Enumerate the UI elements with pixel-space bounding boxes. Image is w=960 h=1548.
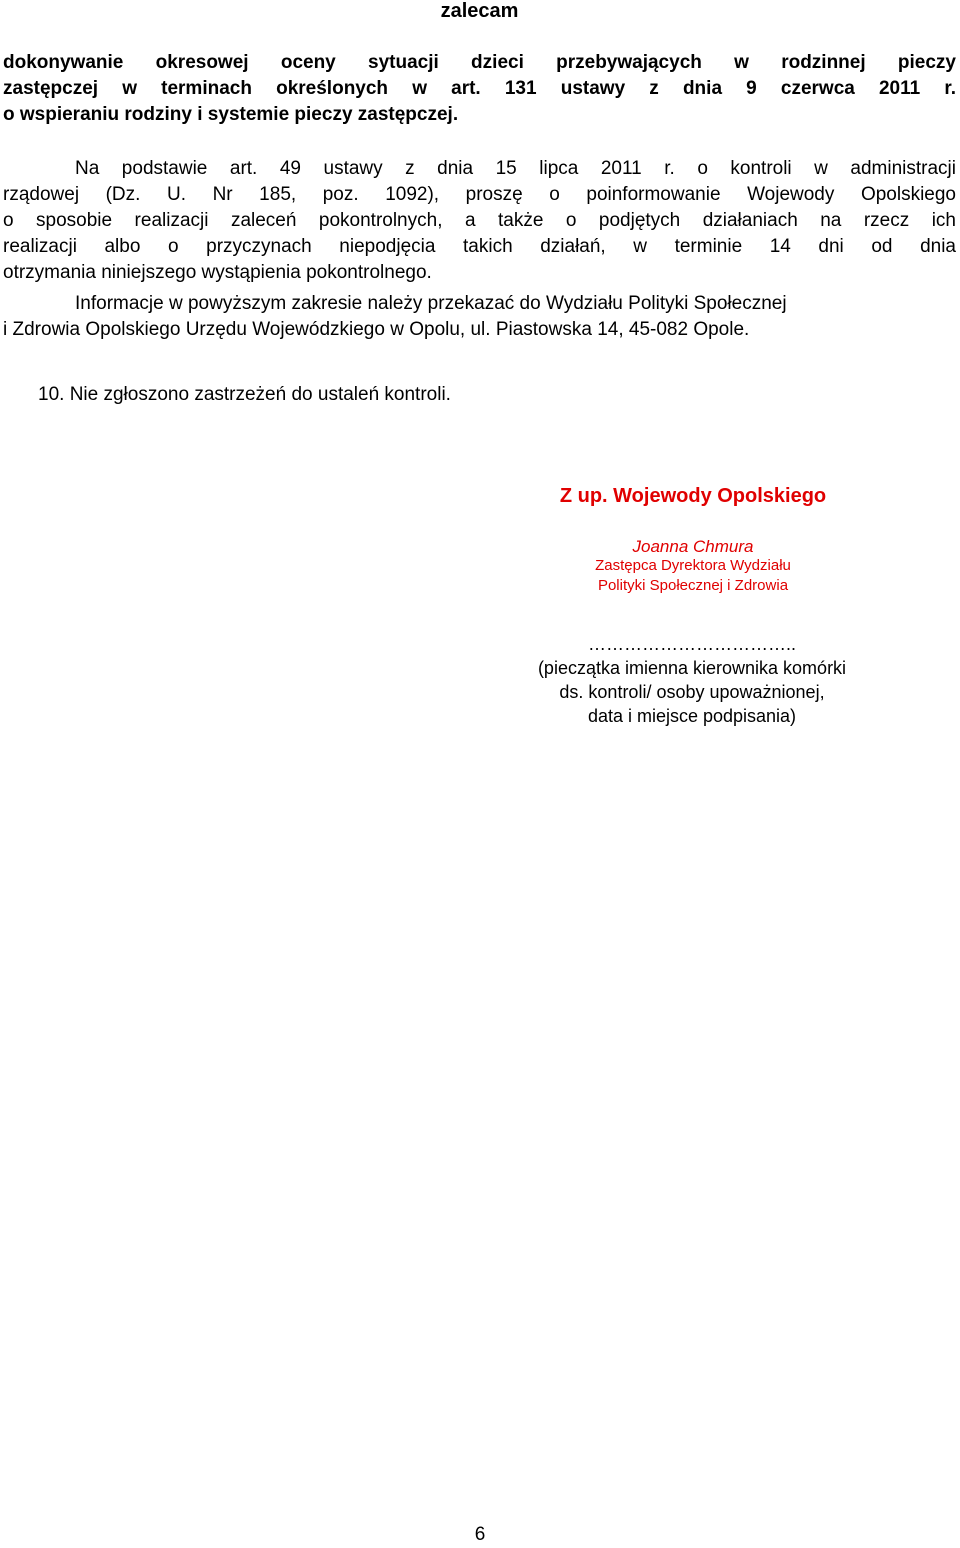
stamp-line-3: data i miejsce podpisania): [587, 706, 797, 726]
heading-text: zalecam: [440, 0, 519, 22]
section-heading: [0, 0, 960, 24]
stamp-line-2: ds. kontroli/ osoby upoważnionej,: [559, 682, 825, 702]
signature-name: Joanna Chmura: [632, 537, 754, 556]
recommendation-line-1: dokonywanie okresowej oceny sytuacji dzieci przebywających w rodzinnej pieczy: [3, 52, 956, 73]
information-paragraph: [3, 291, 956, 343]
recommendation-line-2: zastępczej w terminach określonych w art. 131 ustawy z dnia 9 czerwca 2011 r.: [3, 78, 956, 99]
page-number: 6: [474, 1524, 486, 1545]
legal-basis-line-2: rządowej (Dz. U. Nr 185, poz. 1092), proszę o poinformowanie Wojewody Opolskiego: [3, 184, 956, 205]
legal-basis-line-1: Na podstawie art. 49 ustawy z dnia 15 lipca 2011 r. o kontroli w administracji: [75, 158, 956, 179]
signature-title: Z up. Wojewody Opolskiego: [559, 485, 827, 507]
legal-basis-line-3: o sposobie realizacji zaleceń pokontrolnych, a także o podjętych działaniach na rzecz ich: [3, 210, 956, 231]
recommendation-line-3: o wspieraniu rodziny i systemie pieczy zastępczej.: [3, 104, 459, 125]
stamp-dots: ……………………………..: [587, 634, 796, 654]
legal-basis-paragraph: [3, 156, 956, 286]
information-line-1: Informacje w powyższym zakresie należy przekazać do Wydziału Polityki Społecznej: [75, 293, 787, 314]
signature-role-line-1: Zastępca Dyrektora Wydziału: [595, 557, 791, 574]
numbered-item-10: 10. Nie zgłoszono zastrzeżeń do ustaleń kontroli.: [38, 384, 451, 405]
legal-basis-line-4: realizacji albo o przyczynach niepodjęcia takich działań, w terminie 14 dni od dnia: [3, 236, 956, 257]
stamp-placeholder: [480, 632, 904, 728]
stamp-line-1: (pieczątka imienna kierownika komórki: [537, 658, 847, 678]
recommendation-paragraph: [3, 50, 956, 128]
signature-role-line-2: Polityki Społecznej i Zdrowia: [597, 577, 789, 594]
information-line-2: i Zdrowia Opolskiego Urzędu Wojewódzkiego w Opolu, ul. Piastowska 14, 45-082 Opole.: [3, 319, 750, 340]
legal-basis-line-5: otrzymania niniejszego wystąpienia pokontrolnego.: [3, 262, 432, 283]
